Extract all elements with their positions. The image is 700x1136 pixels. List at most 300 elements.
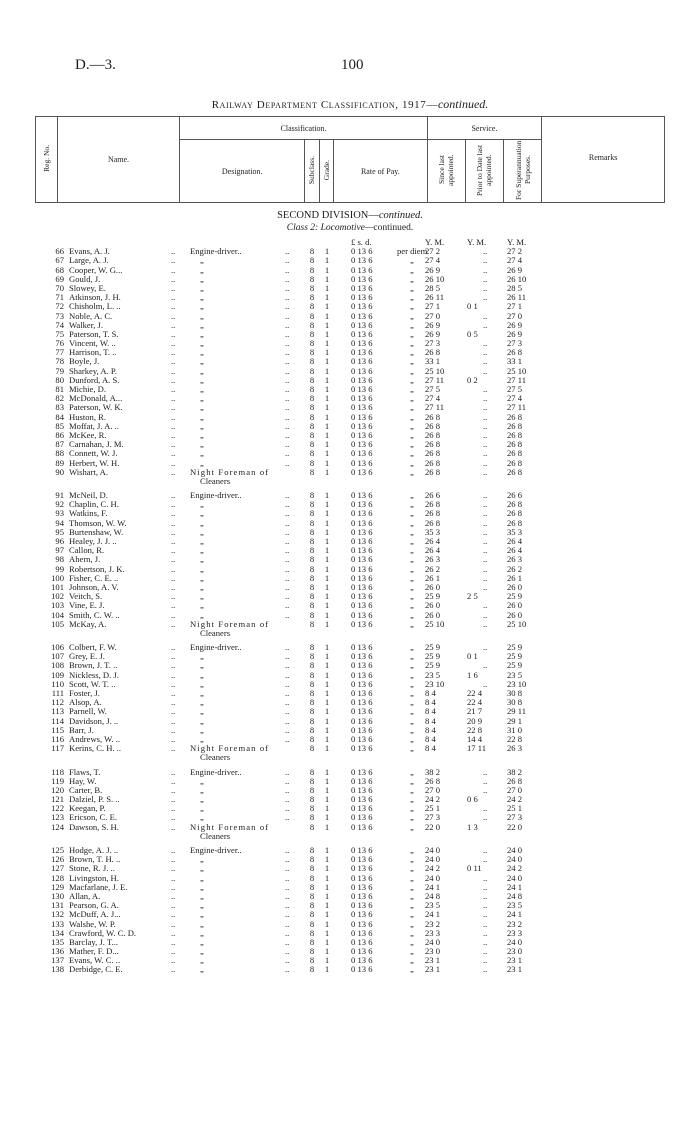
service-prior: .. [483,803,488,814]
service-since-last: 24 2 [425,863,441,874]
employee-name: Crawford, W. C. D. [69,927,137,938]
service-prior: .. [483,526,488,537]
reg-number: 104 [51,609,64,620]
subclass: 8 [309,292,315,303]
leader-dots: .. [285,600,290,611]
leader-dots: .. [171,448,176,459]
reg-number: 136 [51,946,64,957]
subclass: 8 [309,411,315,422]
rate-of-pay: 0 13 6 [351,429,373,440]
employee-name: Paterson, W. K. [69,402,123,413]
subclass: 8 [309,466,315,477]
service-since-last: 27 1 [425,301,441,312]
service-prior: .. [483,255,488,266]
rate-of-pay: 0 13 6 [351,282,373,293]
header-grade: Grade. [319,140,333,203]
rate-period: „ [410,794,414,805]
service-prior: .. [483,411,488,422]
designation: „ [200,457,204,468]
service-superannuation: 31 0 [507,724,523,735]
reg-number: 138 [51,964,64,975]
rate-of-pay: 0 13 6 [351,591,373,602]
rate-period: „ [410,466,414,477]
rate-period: „ [410,328,414,339]
leader-dots: .. [285,420,290,431]
employee-name: Walshe, W. P. [69,918,116,929]
header-remarks: Remarks [542,117,665,203]
designation: „ [200,651,204,662]
rate-period: „ [410,697,414,708]
service-superannuation: 27 5 [507,384,523,394]
employee-name: Sharkey, A. P. [69,365,117,376]
rate-period: „ [410,420,414,431]
rate-period: „ [410,264,414,275]
leader-dots: .. [285,393,290,404]
leader-dots: .. [171,508,176,519]
rate-period: „ [410,688,414,698]
employee-name: Colbert, F. W. [69,642,117,653]
service-prior: .. [483,909,488,920]
service-prior: .. [483,936,488,947]
rate-period: „ [410,255,414,266]
reg-number: 109 [51,669,64,680]
header-reg-no: Reg. No. [36,117,58,203]
leader-dots: .. [285,890,290,901]
service-prior: 0 1 [467,301,478,312]
service-prior: .. [483,572,488,583]
leader-dots: .. [171,536,176,546]
service-superannuation: 26 3 [507,554,523,565]
grade: 1 [324,845,330,855]
designation: „ [200,572,204,583]
reg-number: 86 [55,429,64,440]
rate-of-pay: 0 13 6 [351,508,373,519]
designation: „ [200,706,204,717]
service-prior: 22 4 [467,697,483,708]
service-prior: .. [483,282,488,293]
leader-dots: .. [171,600,176,611]
service-superannuation: 26 9 [507,319,523,330]
employee-name: McNeil, D. [69,490,108,501]
service-since-last: 23 1 [425,955,441,966]
service-prior: .. [483,784,488,795]
leader-dots: .. [285,854,290,865]
service-superannuation: 23 5 [507,669,523,680]
grade: 1 [324,466,330,477]
reg-number: 71 [55,292,64,303]
leader-dots: .. [285,338,290,349]
service-since-last: 26 9 [425,319,441,330]
employee-name: Barclay, J. T... [69,936,119,947]
header-designation: Designation. [180,140,305,203]
rate-of-pay: 0 13 6 [351,292,373,303]
designation: „ [200,402,204,413]
employee-name: Harrison, T. .. [69,347,117,358]
rate-of-pay: 0 13 6 [351,526,373,537]
rate-period: „ [410,845,414,855]
subclass: 8 [309,927,315,938]
employee-name: Gould, J. [69,273,101,284]
staff-list [0,238,700,975]
rate-of-pay: 0 13 6 [351,264,373,275]
service-superannuation: 23 2 [507,918,523,929]
designation: „ [200,854,204,865]
service-superannuation: 27 11 [507,374,527,385]
service-prior: .. [483,466,488,477]
designation: „ [200,499,204,510]
service-since-last: 26 4 [425,545,441,556]
designation: „ [200,724,204,735]
grade: 1 [324,384,330,394]
service-superannuation: 25 9 [507,642,523,653]
service-prior: .. [483,490,488,501]
service-superannuation: 26 8 [507,466,523,477]
service-prior: .. [483,508,488,519]
reg-number: 121 [51,794,64,805]
grade: 1 [324,743,330,754]
subclass: 8 [309,319,315,330]
service-superannuation: 25 10 [507,365,527,376]
subclass: 8 [309,310,315,321]
service-since-last: 24 1 [425,881,441,892]
rate-of-pay: 0 13 6 [351,669,373,680]
subclass: 8 [309,964,315,975]
service-prior: .. [483,918,488,929]
leader-dots: .. [171,526,176,537]
grade: 1 [324,429,330,440]
reg-number: 120 [51,784,64,795]
service-since-last: 8 4 [425,743,436,754]
rate-period: „ [410,508,414,519]
service-superannuation: 27 2 [507,246,523,257]
header-service: Service. [427,117,541,140]
leader-dots: .. [285,900,290,911]
grade: 1 [324,863,330,874]
rate-of-pay: 0 13 6 [351,890,373,901]
leader-dots: .. [285,845,290,855]
service-since-last: 27 3 [425,338,441,349]
subclass: 8 [309,273,315,284]
reg-number: 75 [55,328,64,339]
service-since-last: 26 4 [425,536,441,546]
designation: „ [200,411,204,422]
grade: 1 [324,918,330,929]
designation: „ [200,715,204,726]
leader-dots: .. [285,563,290,574]
rate-period: „ [410,499,414,510]
service-superannuation: 26 8 [507,411,523,422]
leader-dots: .. [285,490,290,501]
leader-dots: .. [171,890,176,901]
service-superannuation: 23 10 [507,678,527,689]
service-superannuation: 27 11 [507,402,527,413]
leader-dots: .. [171,669,176,680]
service-prior: .. [483,457,488,468]
service-since-last: 26 0 [425,600,441,611]
reg-number: 122 [51,803,64,814]
service-prior: .. [483,338,488,349]
service-prior: 2 5 [467,591,478,602]
service-superannuation: 25 10 [507,618,527,629]
service-superannuation: 26 8 [507,499,523,510]
rate-period: „ [410,411,414,422]
reg-number: 85 [55,420,64,431]
service-since-last: 23 5 [425,900,441,911]
designation: „ [200,794,204,805]
rate-of-pay: 0 13 6 [351,448,373,459]
leader-dots: .. [171,794,176,805]
reg-number: 118 [51,766,64,777]
service-superannuation: 27 1 [507,301,523,312]
leader-dots: .. [171,273,176,284]
designation: „ [200,600,204,611]
rate-of-pay: 0 13 6 [351,775,373,786]
rate-of-pay: 0 13 6 [351,600,373,611]
grade: 1 [324,310,330,321]
service-superannuation: 27 4 [507,255,523,266]
service-superannuation: 24 2 [507,794,523,805]
service-since-last: 8 4 [425,706,436,717]
subclass: 8 [309,688,315,698]
service-superannuation: 25 1 [507,803,523,814]
leader-dots: .. [285,526,290,537]
leader-dots: .. [285,255,290,266]
service-superannuation: 29 11 [507,706,527,717]
service-since-last: 25 10 [425,618,445,629]
service-prior: .. [483,964,488,975]
designation: „ [200,301,204,312]
service-since-last: 26 8 [425,439,441,450]
rate-of-pay: 0 13 6 [351,642,373,653]
service-prior: .. [483,618,488,629]
header-name: Name. [57,117,180,203]
subclass: 8 [309,743,315,754]
subclass: 8 [309,563,315,574]
reg-number: 89 [55,457,64,468]
service-prior: .. [483,384,488,394]
designation: „ [200,508,204,519]
employee-name: Vincent, W. .. [69,338,116,349]
service-superannuation: 26 0 [507,609,523,620]
grade: 1 [324,402,330,413]
leader-dots: .. [285,946,290,957]
subclass: 8 [309,600,315,611]
grade: 1 [324,319,330,330]
subclass: 8 [309,581,315,592]
leader-dots: .. [171,964,176,975]
reg-number: 107 [51,651,64,662]
service-prior: 22 8 [467,724,483,735]
service-prior: .. [483,429,488,440]
employee-name: Ericson, C. E. [69,812,117,823]
designation: „ [200,526,204,537]
rate-of-pay: 0 13 6 [351,863,373,874]
reg-number: 116 [51,733,64,744]
service-prior: .. [483,642,488,653]
reg-number: 114 [51,715,64,726]
subclass: 8 [309,618,315,629]
leader-dots: .. [171,706,176,717]
leader-dots: .. [171,338,176,349]
class-continued: continued. [373,223,414,233]
rate-period: „ [410,536,414,546]
employee-name: Veitch, S. [69,591,103,602]
leader-dots: .. [285,402,290,413]
designation: „ [200,881,204,892]
leader-dots: .. [171,439,176,450]
leader-dots: .. [285,246,290,257]
leader-dots: .. [285,439,290,450]
rate-period: „ [410,517,414,528]
designation: „ [200,517,204,528]
service-prior: .. [483,393,488,404]
subclass: 8 [309,669,315,680]
employee-name: Davidson, J. .. [69,715,119,726]
subclass: 8 [309,384,315,394]
leader-dots: .. [285,660,290,671]
employee-name: Macfarlane, J. E. [69,881,128,892]
employee-name: Flaws, T. [69,766,101,777]
rate-period: „ [410,572,414,583]
service-since-last: 24 0 [425,936,441,947]
reg-number: 91 [55,490,64,501]
leader-dots: .. [171,918,176,929]
reg-number: 74 [55,319,64,330]
reg-number: 103 [51,600,64,611]
reg-number: 79 [55,365,64,376]
reg-number: 100 [51,572,64,583]
subclass: 8 [309,328,315,339]
header-since-last: Since last appointed. [427,140,465,203]
subclass: 8 [309,775,315,786]
rate-period: „ [410,678,414,689]
rate-of-pay: 0 13 6 [351,536,373,546]
rate-period: „ [410,347,414,358]
rate-of-pay: 0 13 6 [351,439,373,450]
leader-dots: .. [171,328,176,339]
subclass: 8 [309,457,315,468]
reg-number: 68 [55,264,64,275]
grade: 1 [324,365,330,376]
rate-of-pay: 0 13 6 [351,845,373,855]
reg-number: 94 [55,517,64,528]
service-superannuation: 27 3 [507,338,523,349]
service-superannuation: 26 10 [507,273,527,284]
designation: Night Foreman of [190,743,270,754]
leader-dots: .. [171,845,176,855]
rate-of-pay: 0 13 6 [351,697,373,708]
service-prior: .. [483,927,488,938]
rate-of-pay: 0 13 6 [351,466,373,477]
leader-dots: .. [285,301,290,312]
service-since-last: 27 3 [425,812,441,823]
service-since-last: 8 4 [425,733,436,744]
employee-name: Kerins, C. H. .. [69,743,122,754]
service-prior: .. [483,536,488,546]
reg-number: 99 [55,563,64,574]
employee-name: Noble, A. C. [69,310,113,321]
subclass: 8 [309,356,315,367]
leader-dots: .. [171,775,176,786]
grade: 1 [324,328,330,339]
rate-of-pay: 0 13 6 [351,706,373,717]
service-since-last: 24 8 [425,890,441,901]
reg-number: 113 [51,706,64,717]
leader-dots: .. [285,927,290,938]
reg-number: 137 [51,955,64,966]
subclass: 8 [309,863,315,874]
leader-dots: .. [285,536,290,546]
grade: 1 [324,812,330,823]
employee-name: Carter, B. [69,784,103,795]
title-main: Railway Department Classification, 1917— [211,99,438,111]
leader-dots: .. [171,499,176,510]
grade: 1 [324,909,330,920]
employee-name: Paterson, T. S. [69,328,119,339]
reg-number: 69 [55,273,64,284]
service-superannuation: 27 0 [507,784,523,795]
service-since-last: 23 1 [425,964,441,975]
leader-dots: .. [285,411,290,422]
designation: „ [200,328,204,339]
leader-dots: .. [171,660,176,671]
super-units: Y. M. [507,237,527,247]
header-superannuation: For Superannuation Purposes. [504,140,542,203]
rate-period: „ [410,273,414,284]
service-superannuation: 24 1 [507,881,523,892]
subclass: 8 [309,499,315,510]
rate-period: „ [410,429,414,440]
service-prior: .. [483,310,488,321]
subclass: 8 [309,347,315,358]
service-since-last: 8 4 [425,688,436,698]
service-superannuation: 24 0 [507,936,523,947]
leader-dots: .. [285,955,290,966]
designation: „ [200,347,204,358]
rate-of-pay: 0 13 6 [351,946,373,957]
designation-continuation [0,753,700,762]
leader-dots: .. [171,766,176,777]
grade: 1 [324,618,330,629]
service-since-last: 25 9 [425,651,441,662]
service-since-last: 25 10 [425,365,445,376]
grade: 1 [324,517,330,528]
service-since-last: 26 8 [425,466,441,477]
leader-dots: .. [285,572,290,583]
subclass: 8 [309,448,315,459]
service-prior: 0 6 [467,794,478,805]
rate-of-pay: 0 13 6 [351,618,373,629]
reg-number: 73 [55,310,64,321]
designation: Engine-driver.. [190,845,242,855]
leader-dots: .. [171,955,176,966]
rate-period: „ [410,854,414,865]
service-superannuation: 27 3 [507,812,523,823]
service-since-last: 26 6 [425,490,441,501]
service-superannuation: 33 1 [507,356,523,367]
subclass: 8 [309,812,315,823]
service-since-last: 23 0 [425,946,441,957]
leader-dots: .. [171,393,176,404]
service-superannuation: 26 8 [507,429,523,440]
leader-dots: .. [171,743,176,754]
subclass: 8 [309,301,315,312]
service-prior: .. [483,946,488,957]
leader-dots: .. [171,863,176,874]
leader-dots: .. [171,384,176,394]
rate-of-pay: 0 13 6 [351,854,373,865]
designation: „ [200,688,204,698]
